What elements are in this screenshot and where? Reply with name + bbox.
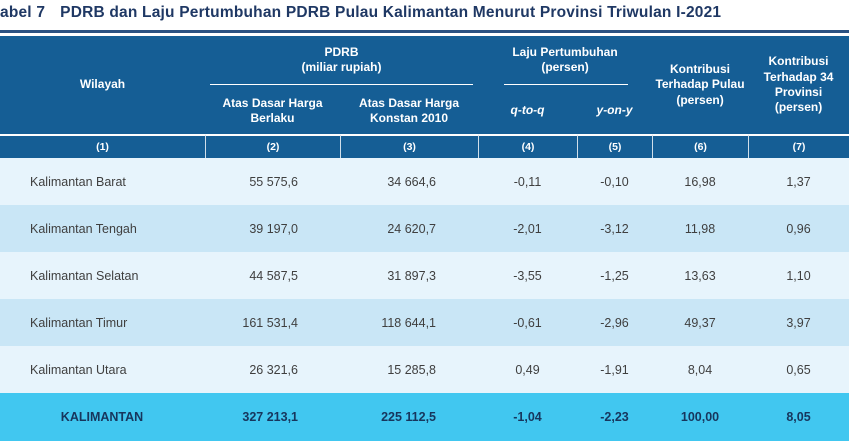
cell-yony: -1,91 — [577, 346, 652, 393]
table-row-kalimantan-barat — [0, 158, 849, 205]
top-rule-divider — [0, 30, 849, 33]
cell-wilayah: Kalimantan Timur — [0, 299, 205, 346]
cell-kontribusi-pulau-total: 100,00 — [652, 393, 748, 441]
table-row-kalimantan-tengah — [0, 205, 849, 252]
laju-group-title: Laju Pertumbuhan — [512, 44, 618, 59]
cell-qtoq: -0,61 — [478, 299, 577, 346]
column-header-adh-konstan: Atas Dasar Harga Konstan 2010 — [340, 88, 478, 134]
pdrb-table — [0, 36, 849, 441]
cell-adh-konstan: 34 664,6 — [340, 158, 478, 205]
cell-adh-berlaku: 26 321,6 — [205, 346, 340, 393]
column-number-4: (4) — [478, 134, 577, 158]
table-title — [0, 0, 852, 22]
cell-kontribusi-provinsi: 0,65 — [748, 346, 849, 393]
table-row-kalimantan-selatan — [0, 252, 849, 299]
cell-qtoq: -3,55 — [478, 252, 577, 299]
cell-qtoq: -0,11 — [478, 158, 577, 205]
table-title-text: PDRB dan Laju Pertumbuhan PDRB Pulau Kalimantan Menurut Provinsi Triwulan I-2021 — [60, 4, 722, 21]
cell-kontribusi-pulau: 8,04 — [652, 346, 748, 393]
cell-qtoq-total: -1,04 — [478, 393, 577, 441]
cell-kontribusi-provinsi: 1,37 — [748, 158, 849, 205]
cell-adh-konstan: 31 897,3 — [340, 252, 478, 299]
cell-wilayah: Kalimantan Barat — [0, 158, 205, 205]
column-number-3: (3) — [340, 134, 478, 158]
cell-qtoq: -2,01 — [478, 205, 577, 252]
cell-wilayah-total: KALIMANTAN — [0, 393, 205, 441]
column-number-5: (5) — [577, 134, 652, 158]
column-group-laju — [478, 36, 652, 88]
cell-kontribusi-pulau: 11,98 — [652, 205, 748, 252]
column-header-adh-berlaku: Atas Dasar Harga Berlaku — [205, 88, 340, 134]
cell-adh-berlaku: 44 587,5 — [205, 252, 340, 299]
column-number-row — [0, 134, 849, 158]
cell-kontribusi-pulau: 49,37 — [652, 299, 748, 346]
table-number: abel 7 — [0, 4, 46, 21]
laju-group-subtitle: (persen) — [541, 60, 589, 74]
laju-group-underline — [504, 84, 628, 85]
cell-wilayah: Kalimantan Selatan — [0, 252, 205, 299]
cell-adh-konstan: 24 620,7 — [340, 205, 478, 252]
column-header-kontribusi-provinsi: Kontribusi Terhadap 34 Provinsi (persen) — [748, 36, 849, 134]
column-number-7: (7) — [748, 134, 849, 158]
pdrb-group-subtitle: (miliar rupiah) — [301, 60, 382, 74]
cell-wilayah: Kalimantan Utara — [0, 346, 205, 393]
cell-wilayah: Kalimantan Tengah — [0, 205, 205, 252]
column-number-6: (6) — [652, 134, 748, 158]
cell-adh-berlaku: 161 531,4 — [205, 299, 340, 346]
cell-kontribusi-provinsi-total: 8,05 — [748, 393, 849, 441]
pdrb-group-underline — [210, 84, 473, 85]
table-row-total-kalimantan — [0, 393, 849, 441]
cell-adh-konstan: 15 285,8 — [340, 346, 478, 393]
column-number-1: (1) — [0, 134, 205, 158]
column-header-wilayah: Wilayah — [0, 36, 205, 134]
cell-adh-konstan: 118 644,1 — [340, 299, 478, 346]
column-header-qtoq: q-to-q — [478, 88, 577, 134]
column-number-2: (2) — [205, 134, 340, 158]
cell-yony: -3,12 — [577, 205, 652, 252]
cell-kontribusi-provinsi: 0,96 — [748, 205, 849, 252]
cell-adh-berlaku: 55 575,6 — [205, 158, 340, 205]
table-row-kalimantan-utara — [0, 346, 849, 393]
cell-adh-berlaku-total: 327 213,1 — [205, 393, 340, 441]
cell-kontribusi-provinsi: 1,10 — [748, 252, 849, 299]
cell-yony: -2,96 — [577, 299, 652, 346]
cell-yony-total: -2,23 — [577, 393, 652, 441]
table-row-kalimantan-timur — [0, 299, 849, 346]
cell-adh-berlaku: 39 197,0 — [205, 205, 340, 252]
cell-yony: -1,25 — [577, 252, 652, 299]
pdrb-group-title: PDRB — [324, 44, 359, 59]
cell-adh-konstan-total: 225 112,5 — [340, 393, 478, 441]
cell-qtoq: 0,49 — [478, 346, 577, 393]
cell-kontribusi-provinsi: 3,97 — [748, 299, 849, 346]
cell-kontribusi-pulau: 13,63 — [652, 252, 748, 299]
cell-kontribusi-pulau: 16,98 — [652, 158, 748, 205]
column-group-pdrb — [205, 36, 478, 88]
cell-yony: -0,10 — [577, 158, 652, 205]
column-header-kontribusi-pulau: Kontribusi Terhadap Pulau (persen) — [652, 36, 748, 134]
column-header-yony: y-on-y — [577, 88, 652, 134]
